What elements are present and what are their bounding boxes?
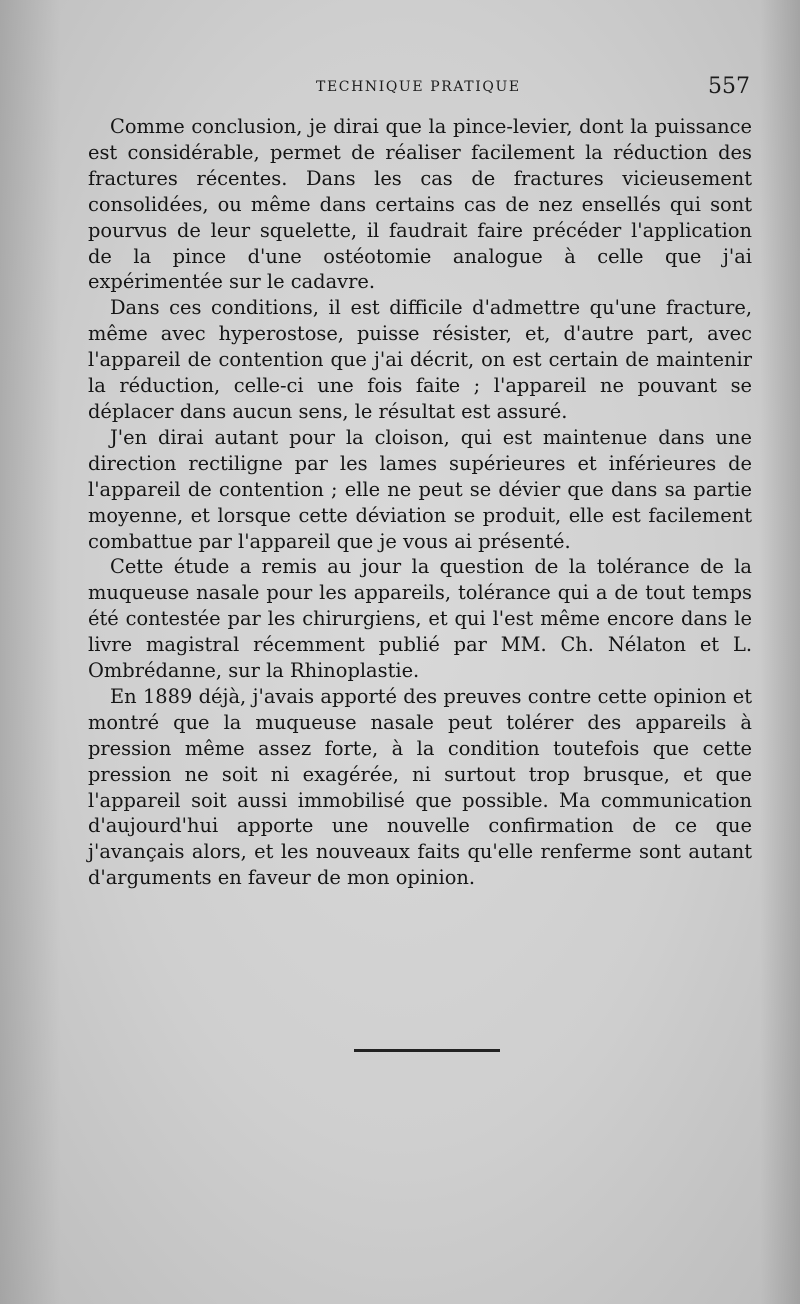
paragraph-conditions: Dans ces conditions, il est difficile d'admettre qu'une fracture, même avec hyperostose, puisse résister, et, d'autre part, avec l'appareil de contention que j'ai décrit, on est certain de maintenir la réduction, celle-ci une fois faite ; l'appareil ne pouvant se déplacer dans aucun sens, le résultat est assuré.: [88, 296, 752, 423]
body-text: [88, 114, 752, 891]
paragraph-1889: En 1889 déjà, j'avais apporté des preuves contre cette opinion et montré que la muqueuse nasale peut tolérer des appareils à pression même assez forte, à la condition toutefois que cette pression ne soit ni exagérée, ni surtout trop brusque, et que l'appareil soit aussi immobilisé que possible. Ma communication d'aujourd'hui apporte une nouvelle confirmation de ce que j'avançais alors, et les nouveaux faits qu'elle renferme sont autant d'arguments en faveur de mon opinion.: [88, 684, 752, 890]
paragraph-tolerance: Cette étude a remis au jour la question de la tolérance de la muqueuse nasale pour les appareils, tolérance qui a de tout temps été contestée par les chirurgiens, et qui l'est même encore dans le livre magistral récemment publié par MM. Ch. Nélaton et L. Ombrédanne, sur la Rhinoplastie.: [88, 555, 752, 683]
page-number: 557: [708, 74, 750, 99]
end-rule: [354, 1049, 500, 1052]
running-title: TECHNIQUE PRATIQUE: [316, 79, 521, 95]
running-head: [88, 76, 750, 100]
paragraph-cloison: J'en dirai autant pour la cloison, qui est maintenue dans une direction rectiligne par les lames supérieures et inférieures de l'appareil de contention ; elle ne peut se dévier que dans sa partie moyenne, et lorsque cette déviation se produit, elle est facilement combattue par l'appareil que je vous ai présenté.: [88, 425, 752, 553]
paragraph-conclusion: Comme conclusion, je dirai que la pince-levier, dont la puissance est considérable, permet de réaliser facilement la réduction des fractures récentes. Dans les cas de fractures vicieusement consolidées, ou même dans certains cas de nez ensellés qui sont pourvus de leur squelette, il faudrait faire précéder l'application de la pince d'une ostéotomie analogue à celle que j'ai expérimentée sur le cadavre.: [88, 115, 752, 294]
